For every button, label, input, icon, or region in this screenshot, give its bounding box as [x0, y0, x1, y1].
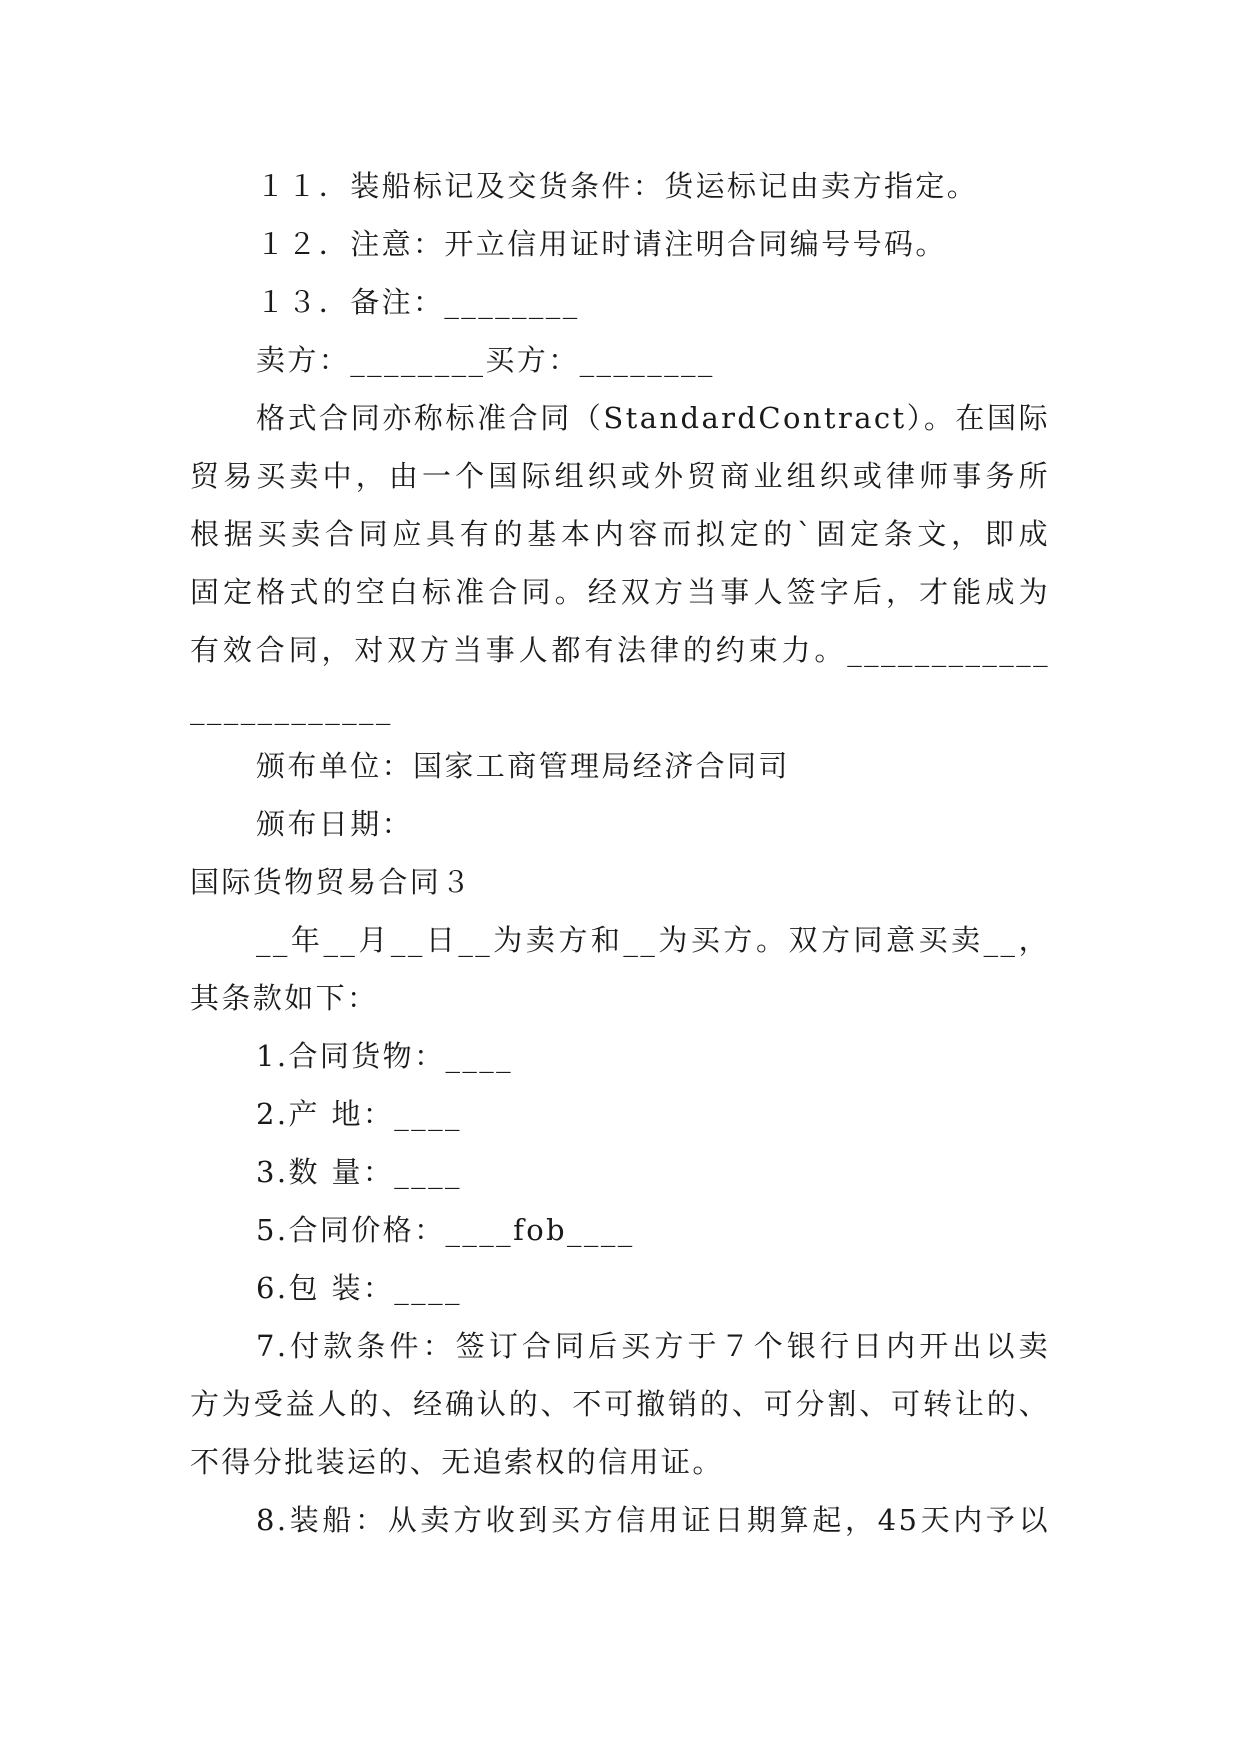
paragraph-standard-contract-line-6: ____________: [190, 691, 393, 725]
paragraph-standard-contract-line-2: 贸易买卖中，由一个国际组织或外贸商业组织或律师事务所: [190, 459, 1050, 493]
paragraph-standard-contract-line-5: 有效合同，对双方当事人都有法律的约束力。____________: [190, 633, 1050, 667]
term-8-shipment-line-1: 8.装船：从卖方收到买方信用证日期算起，45天内予以: [256, 1503, 1050, 1537]
paragraph-standard-contract-line-1: 格式合同亦称标准合同（StandardContract）。在国际: [256, 401, 1050, 435]
term-5-price: 5.合同价格：____fob____: [256, 1213, 635, 1247]
clause-13-remarks: １３．备注：________: [256, 285, 580, 319]
term-2-origin: 2.产 地：____: [256, 1097, 462, 1131]
clause-11-shipping-marks: １１．装船标记及交货条件：货运标记由卖方指定。: [256, 169, 979, 203]
term-7-payment-line-1: 7.付款条件：签订合同后买方于７个银行日内开出以卖: [256, 1329, 1050, 1363]
issue-date: 颁布日期：: [256, 807, 414, 841]
term-7-payment-line-3: 不得分批装运的、无追索权的信用证。: [190, 1445, 724, 1479]
intro-line-1: __年__月__日__为卖方和__为买方。双方同意买卖__，: [256, 923, 1050, 957]
seller-buyer-signature-line: 卖方：________买方：________: [256, 343, 715, 377]
paragraph-standard-contract-line-3: 根据买卖合同应具有的基本内容而拟定的`固定条文，即成: [190, 517, 1050, 551]
section-heading: 国际货物贸易合同３: [190, 865, 473, 899]
term-1-goods: 1.合同货物：____: [256, 1039, 514, 1073]
intro-line-2: 其条款如下：: [190, 981, 379, 1015]
paragraph-standard-contract-line-4: 固定格式的空白标准合同。经双方当事人签字后，才能成为: [190, 575, 1050, 609]
issuing-authority: 颁布单位：国家工商管理局经济合同司: [256, 749, 790, 783]
clause-12-notice: １２．注意：开立信用证时请注明合同编号号码。: [256, 227, 947, 261]
term-3-quantity: 3.数 量：____: [256, 1155, 462, 1189]
term-7-payment-line-2: 方为受益人的、经确认的、不可撤销的、可分割、可转让的、: [190, 1387, 1050, 1421]
term-6-packing: 6.包 装：____: [256, 1271, 462, 1305]
